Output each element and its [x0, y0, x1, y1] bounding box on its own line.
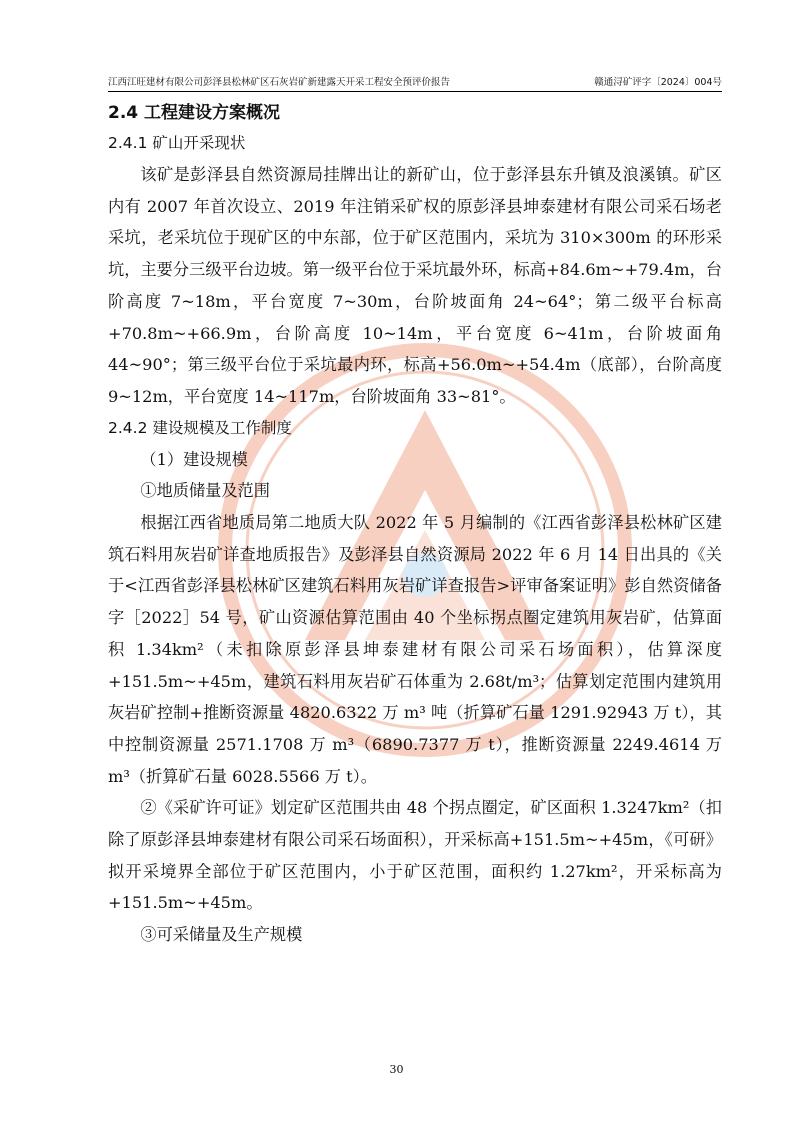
- header-document-number: 赣通浔矿评字〔2024〕004号: [594, 77, 722, 88]
- page-header: [108, 75, 722, 92]
- paragraph-reserves: 根据江西省地质局第二地质大队 2022 年 5 月编制的《江西省彭泽县松林矿区建筑石料用灰岩矿详查地质报告》及彭泽县自然资源局 2022 年 6 月 14 日出具的《关于<江西省彭泽县松林矿区建筑石料用灰岩矿详查报告>评审备案证明》彭自然资储备字［2022］54 号，矿山资源估算范围由 40 个坐标拐点圈定建筑用灰岩矿，估算面积 1.34km²（未扣除原彭泽县坤泰建材有限公司采石场面积），估算深度+151.5m~+45m，建筑石料用灰岩矿石体重为 2.68t/m³；估算划定范围内建筑用灰岩矿控制+推断资源量 4820.6322 万 m³ 吨（折算矿石量 1291.92943 万 t），其中控制资源量 2571.1708 万 m³（6890.7377 万 t），推断资源量 2249.4614 万 m³（折算矿石量 6028.5566 万 t）。: [108, 513, 722, 786]
- item-geological-reserves: ①地质储量及范围: [140, 481, 270, 501]
- item-recoverable-reserves: ③可采储量及生产规模: [140, 925, 303, 945]
- subsection-title-scale: 2.4.2 建设规模及工作制度: [108, 418, 292, 437]
- section-title: 2.4 工程建设方案概况: [108, 103, 281, 123]
- item-construction-scale: （1）建设规模: [140, 449, 248, 469]
- paragraph-mining-status: 该矿是彭泽县自然资源局挂牌出让的新矿山，位于彭泽县东升镇及浪溪镇。矿区内有 2007 年首次设立、2019 年注销采矿权的原彭泽县坤泰建材有限公司采石场老采坑，老采坑位于现矿区的中东部，位于矿区范围内，采坑为 310×300m 的环形采坑，主要分三级平台边坡。第一级平台位于采坑最外环，标高+84.6m~+79.4m，台阶高度 7~18m，平台宽度 7~30m，台阶坡面角 24~64°；第二级平台标高+70.8m~+66.9m，台阶高度 10~14m，平台宽度 6~41m，台阶坡面角 44~90°；第三级平台位于采坑最内环，标高+56.0m~+54.4m（底部），台阶高度 9~12m，平台宽度 14~117m，台阶坡面角 33~81°。: [108, 165, 722, 406]
- main-content: [108, 98, 722, 951]
- header-report-title: 江西江旺建材有限公司彭泽县松林矿区石灰岩矿新建露天开采工程安全预评价报告: [108, 77, 451, 88]
- paragraph-mining-license: ②《采矿许可证》划定矿区范围共由 48 个拐点圈定，矿区面积 1.3247km²（扣除了原彭泽县坤泰建材有限公司采石场面积），开采标高+151.5m~+45m，《可研》拟开采境界全部位于矿区范围内，小于矿区范围，面积约 1.27km²，开采标高为+151.5m~+45m。: [108, 798, 722, 913]
- page-number: 30: [389, 1063, 404, 1076]
- subsection-title-mining-status: 2.4.1 矿山开采现状: [108, 134, 246, 152]
